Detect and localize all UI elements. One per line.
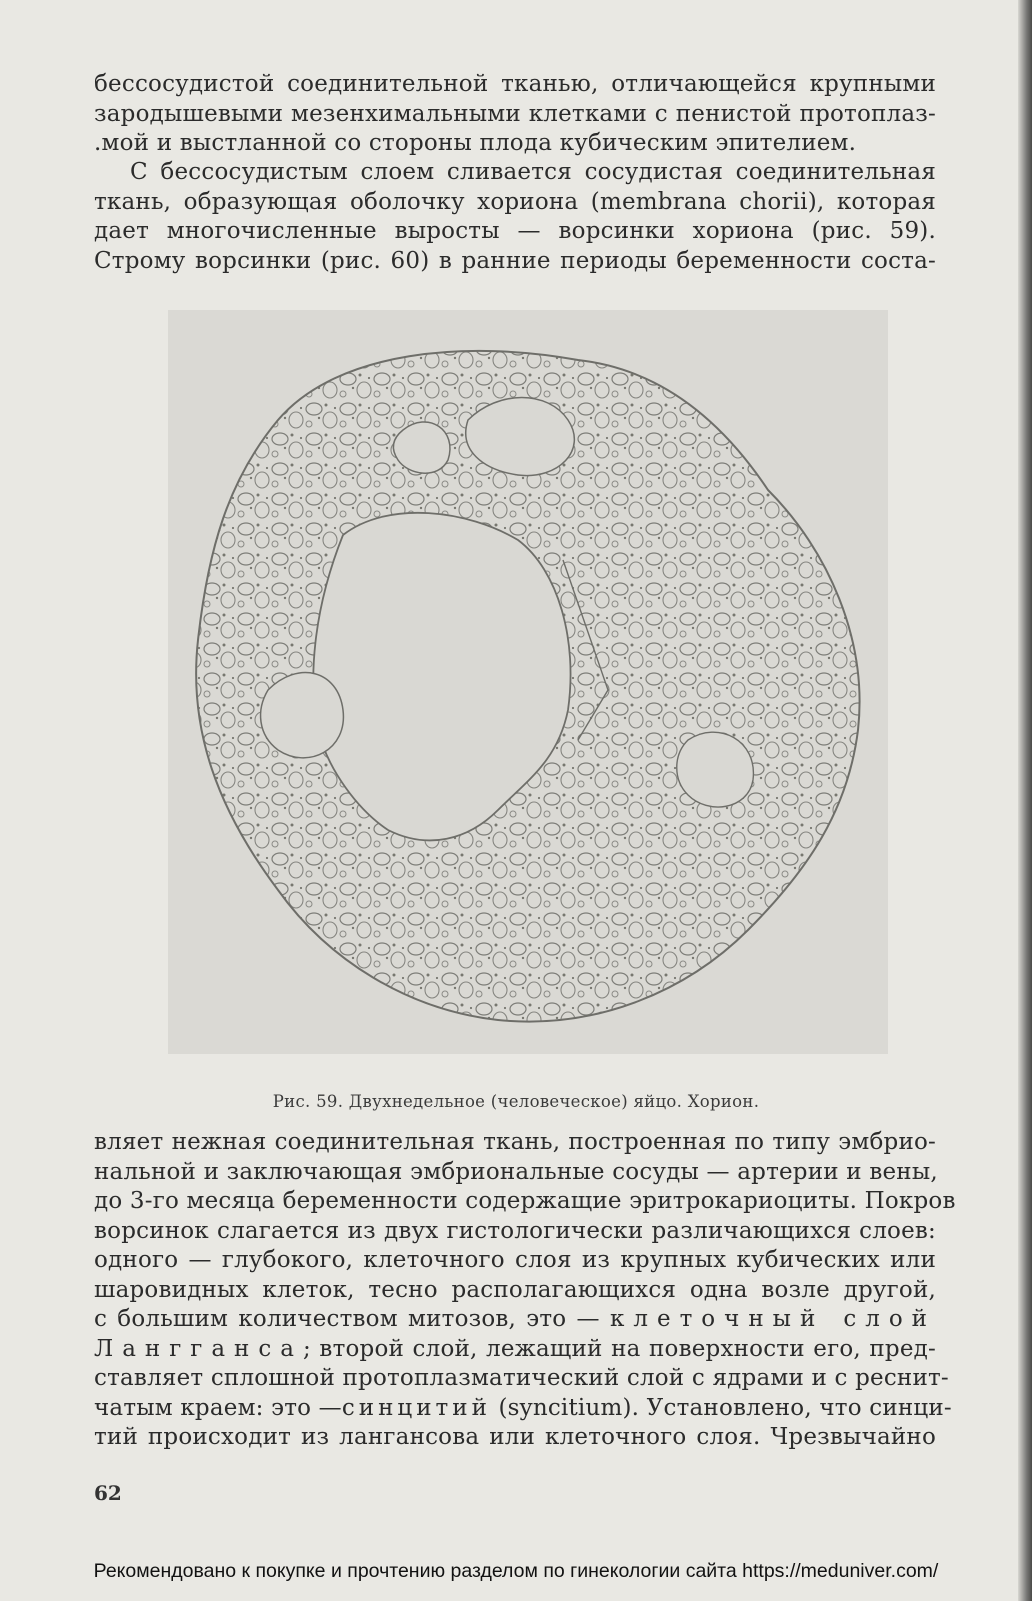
text-segment: (syncitium). Установлено, что синци- [490,1394,952,1421]
text-line: нальной и заключающая эмбриональные сосуды — артерии и вены, [94,1158,938,1185]
text-line: вляет нежная соединительная ткань, построенная по типу эмбрио- [94,1129,936,1155]
text-line [94,1335,936,1365]
figure-caption: Рис. 59. Двухнедельное (человеческое) яйцо. Хорион. [272,1092,760,1111]
footer-recommendation: Рекомендовано к покупке и прочтению разделом по гинекологии сайта https://meduniver.com/ [93,1560,939,1582]
text-segment: ; второй слой, лежащий на поверхности его, пред- [302,1335,936,1362]
text-line: Строму ворсинки (рис. 60) в ранние периоды беременности соста- [94,247,936,274]
text-line: бессосудистой соединительной тканью, отличающейся крупными [94,71,936,97]
paragraph-3 [94,1128,956,1453]
page-number: 62 [94,1481,122,1505]
term-langhans-layer: клеточный слой [609,1306,936,1332]
text-segment: с большим количеством митозов, это — [94,1306,600,1332]
text-line: ворсинок слагается из двух гистологически различающихся слоев: [94,1217,936,1244]
paragraph-1 [94,70,936,159]
villus-space [677,732,754,807]
chorion-micrograph [168,310,888,1054]
text-line: .мой и выстланной со стороны плода кубическим эпителием. [94,130,857,156]
paragraph-2 [94,158,936,276]
text-line: до 3-го месяца беременности содержащие эритрокариоциты. Покров [94,1188,956,1214]
text-line: шаровидных клеток, тесно располагающихся одна возле другой, [94,1276,936,1303]
text-line [94,1305,936,1335]
text-line: С бессосудистым слоем сливается сосудистая соединительная [130,159,936,185]
text-line: ткань, образующая оболочку хориона (membrana chorii), которая [94,188,936,215]
text-line: тий происходит из лангансова или клеточного слоя. Чрезвычайно [94,1424,936,1450]
text-segment: чатым краем: это — [94,1394,342,1421]
text-line [94,1394,952,1424]
text-line: зародышевыми мезенхимальными клетками с пенистой протоплаз- [94,100,936,127]
term-syncytium: синцитий [341,1394,491,1421]
villus-space [261,673,344,758]
text-line: дает многочисленные выросты — ворсинки хориона (рис. 59). [94,218,936,244]
text-line: ставляет сплошной протоплазматический слой с ядрами и с реснит- [94,1365,949,1391]
chorion-micrograph-figure [168,310,888,1054]
text-line: одного — глубокого, клеточного слоя из крупных кубических или [94,1247,936,1273]
page-edge-shadow [1018,0,1032,1601]
term-langhans-name: Лангганса [94,1335,303,1362]
